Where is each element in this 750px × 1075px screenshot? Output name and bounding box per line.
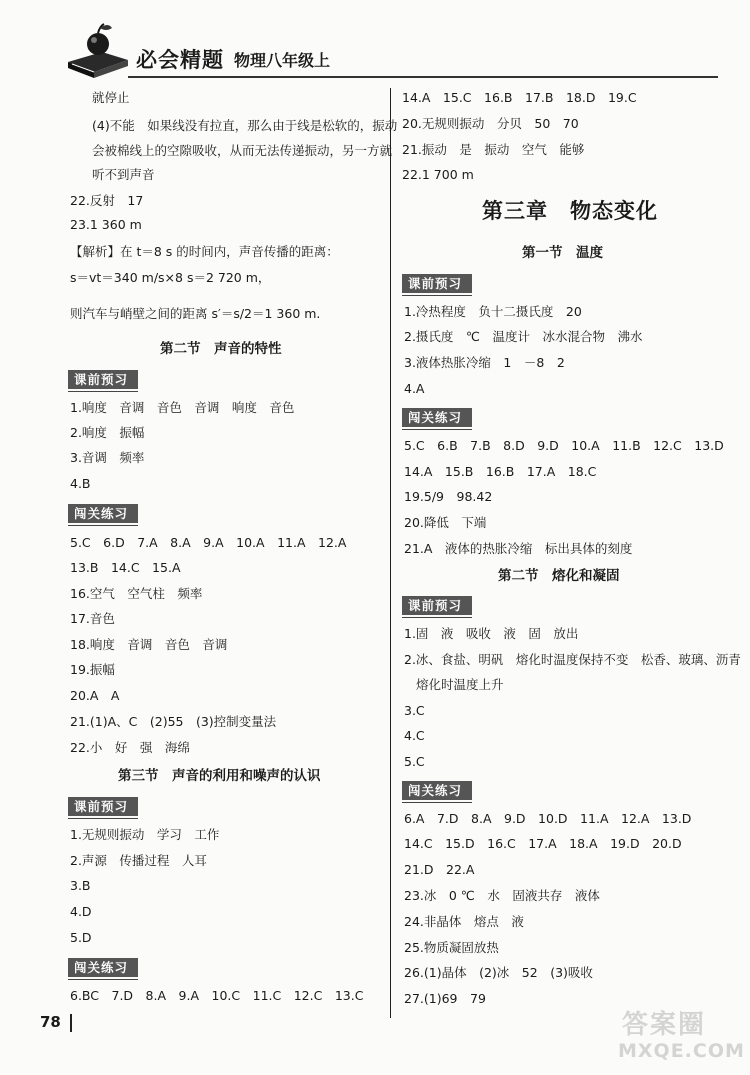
- answer-line: 5.C 6.B 7.B 8.D 9.D 10.A 11.B 12.C 13.D: [404, 438, 724, 453]
- answer-line: 23.冰 0 ℃ 水 固液共存 液体: [404, 888, 600, 903]
- practice-label: 闯关练习: [68, 958, 138, 977]
- formula-line: s＝vt＝340 m/s×8 s＝2 720 m，: [70, 270, 271, 285]
- answer-line: 1.响度 音调 音色 音调 响度 音色: [70, 400, 295, 415]
- answer-line: 5.D: [70, 930, 92, 945]
- answer-line: 2.响度 振幅: [70, 425, 145, 440]
- watermark: [610, 1000, 745, 1072]
- answer-line: 14.A 15.C 16.B 17.B 18.D 19.C: [402, 90, 637, 105]
- answer-line: 16.空气 空气柱 频率: [70, 586, 203, 601]
- answer-line: (4)不能 如果线没有拉直，那么由于线是松软的，振动: [92, 118, 398, 133]
- answer-line: 22.1 700 m: [402, 167, 474, 182]
- section-heading: 第二节 声音的特性: [160, 341, 282, 357]
- answer-line: 1.冷热程度 负十二摄氏度 20: [404, 304, 582, 319]
- answer-line: 会被棉线上的空隙吸收，从而无法传递振动，另一方就: [92, 143, 393, 158]
- answer-line: 20.降低 下端: [404, 515, 487, 530]
- answer-line: 24.非晶体 熔点 液: [404, 914, 524, 929]
- answer-line: 21.(1)A、C (2)55 (3)控制变量法: [70, 714, 277, 729]
- section-heading: 第三节 声音的利用和噪声的认识: [118, 768, 321, 784]
- answer-line: 23.1 360 m: [70, 217, 142, 232]
- page-number: 78: [40, 1013, 61, 1031]
- header-rule: [128, 76, 718, 78]
- book-apple-logo-icon: [62, 18, 132, 82]
- answer-line: 22.反射 17: [70, 193, 144, 208]
- answer-line: 21.A 液体的热胀冷缩 标出具体的刻度: [404, 541, 633, 556]
- answer-line: 1.无规则振动 学习 工作: [70, 827, 220, 842]
- answer-line: 4.D: [70, 904, 92, 919]
- preview-label: 课前预习: [68, 797, 138, 816]
- answer-line: 就停止: [92, 90, 130, 105]
- answer-line: 26.(1)晶体 (2)冰 52 (3)吸收: [404, 965, 593, 980]
- preview-label: 课前预习: [402, 596, 472, 615]
- answer-line: 19.振幅: [70, 662, 115, 677]
- analysis-line: 【解析】在 t＝8 s 的时间内，声音传播的距离：: [70, 244, 339, 259]
- answer-line: 22.小 好 强 海绵: [70, 740, 190, 755]
- answer-line: 3.B: [70, 878, 91, 893]
- answer-line: 4.B: [70, 476, 91, 491]
- formula-line: 则汽车与峭壁之间的距离 s′＝s/2＝1 360 m.: [70, 306, 321, 321]
- answer-line: 20.A A: [70, 688, 120, 703]
- answer-line: 21.D 22.A: [404, 862, 475, 877]
- answer-line: 5.C 6.D 7.A 8.A 9.A 10.A 11.A 12.A: [70, 535, 347, 550]
- answer-line: 25.物质凝固放热: [404, 940, 499, 955]
- answer-line: 19.5/9 98.42: [404, 489, 493, 504]
- answer-line: 4.A: [404, 381, 425, 396]
- watermark-text: 答案圈: [622, 1010, 707, 1040]
- answer-line: 听不到声音: [92, 167, 155, 182]
- chapter-heading: 第三章 物态变化: [482, 199, 658, 223]
- practice-label: 闯关练习: [402, 781, 472, 800]
- subject-title: 物理八年级上: [234, 51, 331, 70]
- answer-line: 21.振动 是 振动 空气 能够: [402, 142, 585, 157]
- brand-title: 必会精题: [136, 48, 224, 72]
- answer-line: 6.A 7.D 8.A 9.D 10.D 11.A 12.A 13.D: [404, 811, 692, 826]
- answer-line: 2.摄氏度 ℃ 温度计 冰水混合物 沸水: [404, 329, 643, 344]
- page-header: [0, 0, 750, 90]
- page-number-bar: [70, 1014, 72, 1032]
- section-heading: 第一节 温度: [522, 245, 603, 261]
- answer-line: 1.固 液 吸收 液 固 放出: [404, 626, 579, 641]
- preview-label: 课前预习: [402, 274, 472, 293]
- answer-line: 14.C 15.D 16.C 17.A 18.A 19.D 20.D: [404, 836, 682, 851]
- preview-label: 课前预习: [68, 370, 138, 389]
- column-divider: [390, 88, 391, 1018]
- answer-line: 3.音调 频率: [70, 450, 145, 465]
- answer-line: 2.声源 传播过程 人耳: [70, 853, 207, 868]
- answer-line: 6.BC 7.D 8.A 9.A 10.C 11.C 12.C 13.C: [70, 988, 364, 1003]
- answer-line: 27.(1)69 79: [404, 991, 486, 1006]
- answer-line: 18.响度 音调 音色 音调: [70, 637, 228, 652]
- answer-line: 3.C: [404, 703, 425, 718]
- answer-line: 5.C: [404, 754, 425, 769]
- answer-line: 3.液体热胀冷缩 1 －8 2: [404, 355, 565, 370]
- watermark-url: MXQE.COM: [618, 1040, 745, 1062]
- answer-line: 17.音色: [70, 611, 115, 626]
- answer-line: 20.无规则振动 分贝 50 70: [402, 116, 579, 131]
- answer-line: 4.C: [404, 728, 425, 743]
- answer-line: 2.冰、食盐、明矾 熔化时温度保持不变 松香、玻璃、沥青: [404, 652, 741, 667]
- answer-line: 熔化时温度上升: [416, 677, 504, 692]
- practice-label: 闯关练习: [68, 504, 138, 523]
- answer-line: 13.B 14.C 15.A: [70, 560, 181, 575]
- answer-line: 14.A 15.B 16.B 17.A 18.C: [404, 464, 597, 479]
- practice-label: 闯关练习: [402, 408, 472, 427]
- section-heading: 第二节 熔化和凝固: [498, 568, 620, 584]
